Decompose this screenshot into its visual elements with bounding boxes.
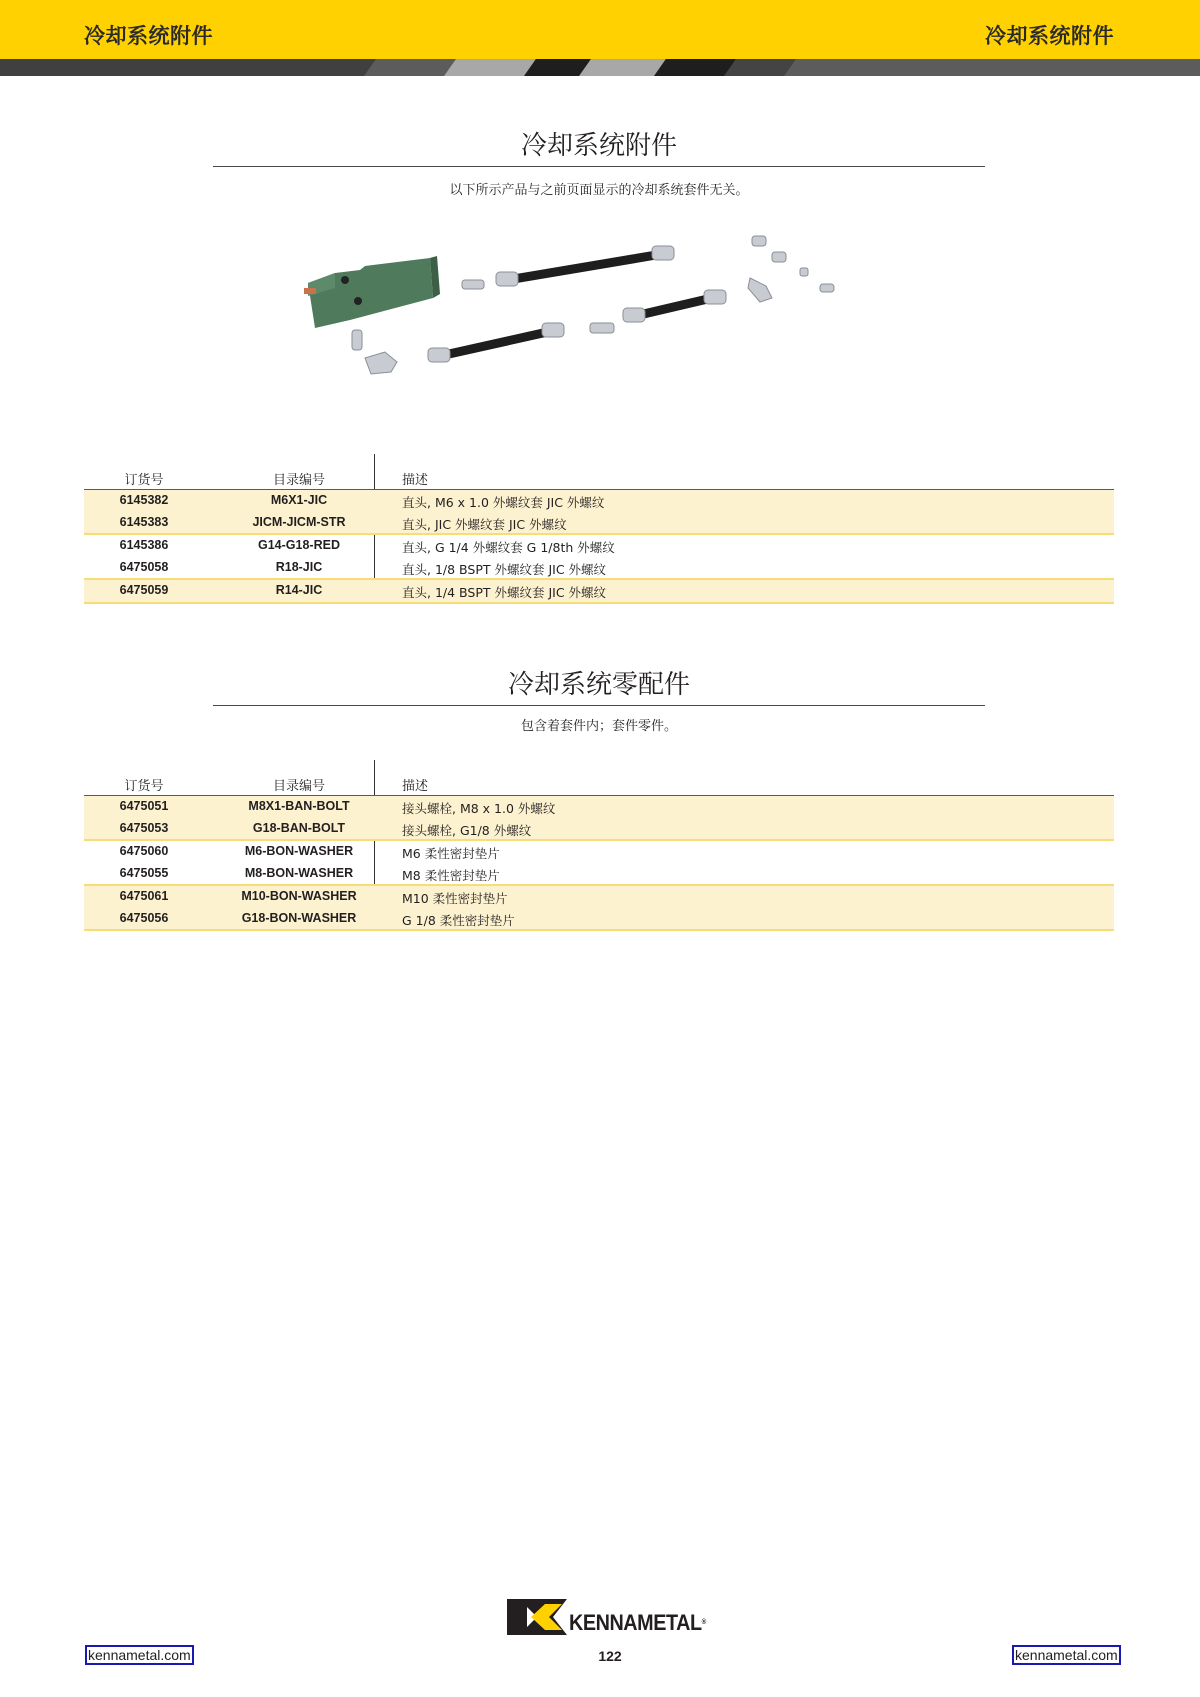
- table-row: [84, 841, 1114, 863]
- order-number: 6475056: [119, 910, 169, 925]
- catalog-number: M10-BON-WASHER: [241, 889, 357, 903]
- row-group: [84, 535, 1114, 580]
- kennametal-k-logo-icon: [507, 1597, 567, 1637]
- row-group: [84, 841, 1114, 886]
- header-order-no: 订货号: [124, 779, 164, 794]
- order-number: 6475051: [119, 799, 169, 813]
- catalog-number: G18-BAN-BOLT: [252, 820, 346, 835]
- column-divider: [374, 760, 375, 796]
- catalog-number: M6-BON-WASHER: [244, 844, 354, 858]
- section-divider: [213, 705, 985, 706]
- catalog-number: R18-JIC: [275, 559, 323, 574]
- description: 接头螺栓, G1/8 外螺纹: [402, 822, 532, 838]
- order-number: 6475060: [119, 844, 169, 858]
- kennametal-link-left[interactable]: kennametal.com: [85, 1645, 194, 1665]
- row-group: [84, 886, 1114, 931]
- table-row: [84, 512, 1114, 534]
- row-group: [84, 490, 1114, 535]
- page-number: 122: [598, 1648, 622, 1664]
- description: 直头, M6 x 1.0 外螺纹套 JIC 外螺纹: [402, 495, 605, 510]
- table-row: [84, 886, 1114, 908]
- row-group: [84, 796, 1114, 841]
- header-catalog-no: 目录编号: [272, 473, 325, 488]
- description: 直头, 1/8 BSPT 外螺纹套 JIC 外螺纹: [402, 561, 607, 577]
- column-divider: [374, 454, 375, 490]
- kennametal-logo: [507, 1597, 721, 1637]
- section-title-accessories: 冷却系统附件: [520, 131, 677, 161]
- section-subtitle-accessories: 以下所示产品与之前页面显示的冷却系统套件无关。: [449, 183, 749, 198]
- table-row: [84, 796, 1114, 818]
- catalog-number: JICM-JICM-STR: [252, 514, 346, 529]
- order-number: 6475053: [119, 820, 169, 835]
- row-group: [84, 580, 1114, 604]
- table-row: [84, 535, 1114, 557]
- order-number: 6475055: [119, 865, 169, 880]
- header-title-right: 冷却系统附件: [985, 24, 1114, 48]
- header-description: 描述: [402, 473, 429, 488]
- description: M10 柔性密封垫片: [402, 891, 508, 906]
- table-row: [84, 557, 1114, 579]
- catalog-number: M6X1-JIC: [270, 493, 328, 507]
- table-row: [84, 818, 1114, 840]
- header-band: [0, 0, 1200, 59]
- kennametal-wordmark: KENNAMETAL®: [569, 1610, 706, 1635]
- spare-parts-table: [84, 760, 1114, 931]
- header-stripe-band: [0, 59, 1200, 76]
- description: 接头螺栓, M8 x 1.0 外螺纹: [402, 801, 556, 816]
- header-catalog-no: 目录编号: [272, 779, 325, 794]
- catalog-number: M8X1-BAN-BOLT: [248, 799, 350, 813]
- description: M6 柔性密封垫片: [402, 846, 500, 861]
- table-header: [84, 760, 1114, 796]
- description: 直头, 1/4 BSPT 外螺纹套 JIC 外螺纹: [402, 585, 607, 600]
- kennametal-link-right[interactable]: kennametal.com: [1012, 1645, 1121, 1665]
- description: G 1/8 柔性密封垫片: [402, 912, 515, 928]
- catalog-number: G14-G18-RED: [258, 538, 340, 552]
- table-header: [84, 454, 1114, 490]
- order-number: 6475059: [119, 583, 169, 597]
- section-subtitle-spare-parts: 包含着套件内；套件零件。: [520, 719, 677, 734]
- table-row: [84, 863, 1114, 885]
- description: 直头, JIC 外螺纹套 JIC 外螺纹: [402, 516, 567, 532]
- accessories-table: [84, 454, 1114, 604]
- catalog-number: G18-BON-WASHER: [241, 910, 357, 925]
- header-description: 描述: [402, 779, 429, 794]
- description: M8 柔性密封垫片: [402, 867, 500, 883]
- table-row: [84, 490, 1114, 512]
- tool-holder-icon: [304, 256, 440, 328]
- catalog-number: R14-JIC: [275, 583, 323, 597]
- order-number: 6475058: [119, 559, 169, 574]
- section-title-spare-parts: 冷却系统零配件: [507, 670, 690, 700]
- catalog-number: M8-BON-WASHER: [244, 865, 354, 880]
- order-number: 6145383: [119, 514, 169, 529]
- header-title-left: 冷却系统附件: [84, 24, 213, 48]
- description: 直头, G 1/4 外螺纹套 G 1/8th 外螺纹: [402, 540, 615, 555]
- coolant-kit-product-image: [290, 228, 910, 408]
- section-divider: [213, 166, 985, 167]
- table-row: [84, 580, 1114, 602]
- header-order-no: 订货号: [124, 473, 164, 488]
- order-number: 6145386: [119, 538, 169, 552]
- order-number: 6145382: [119, 493, 169, 507]
- table-row: [84, 908, 1114, 930]
- order-number: 6475061: [119, 889, 169, 903]
